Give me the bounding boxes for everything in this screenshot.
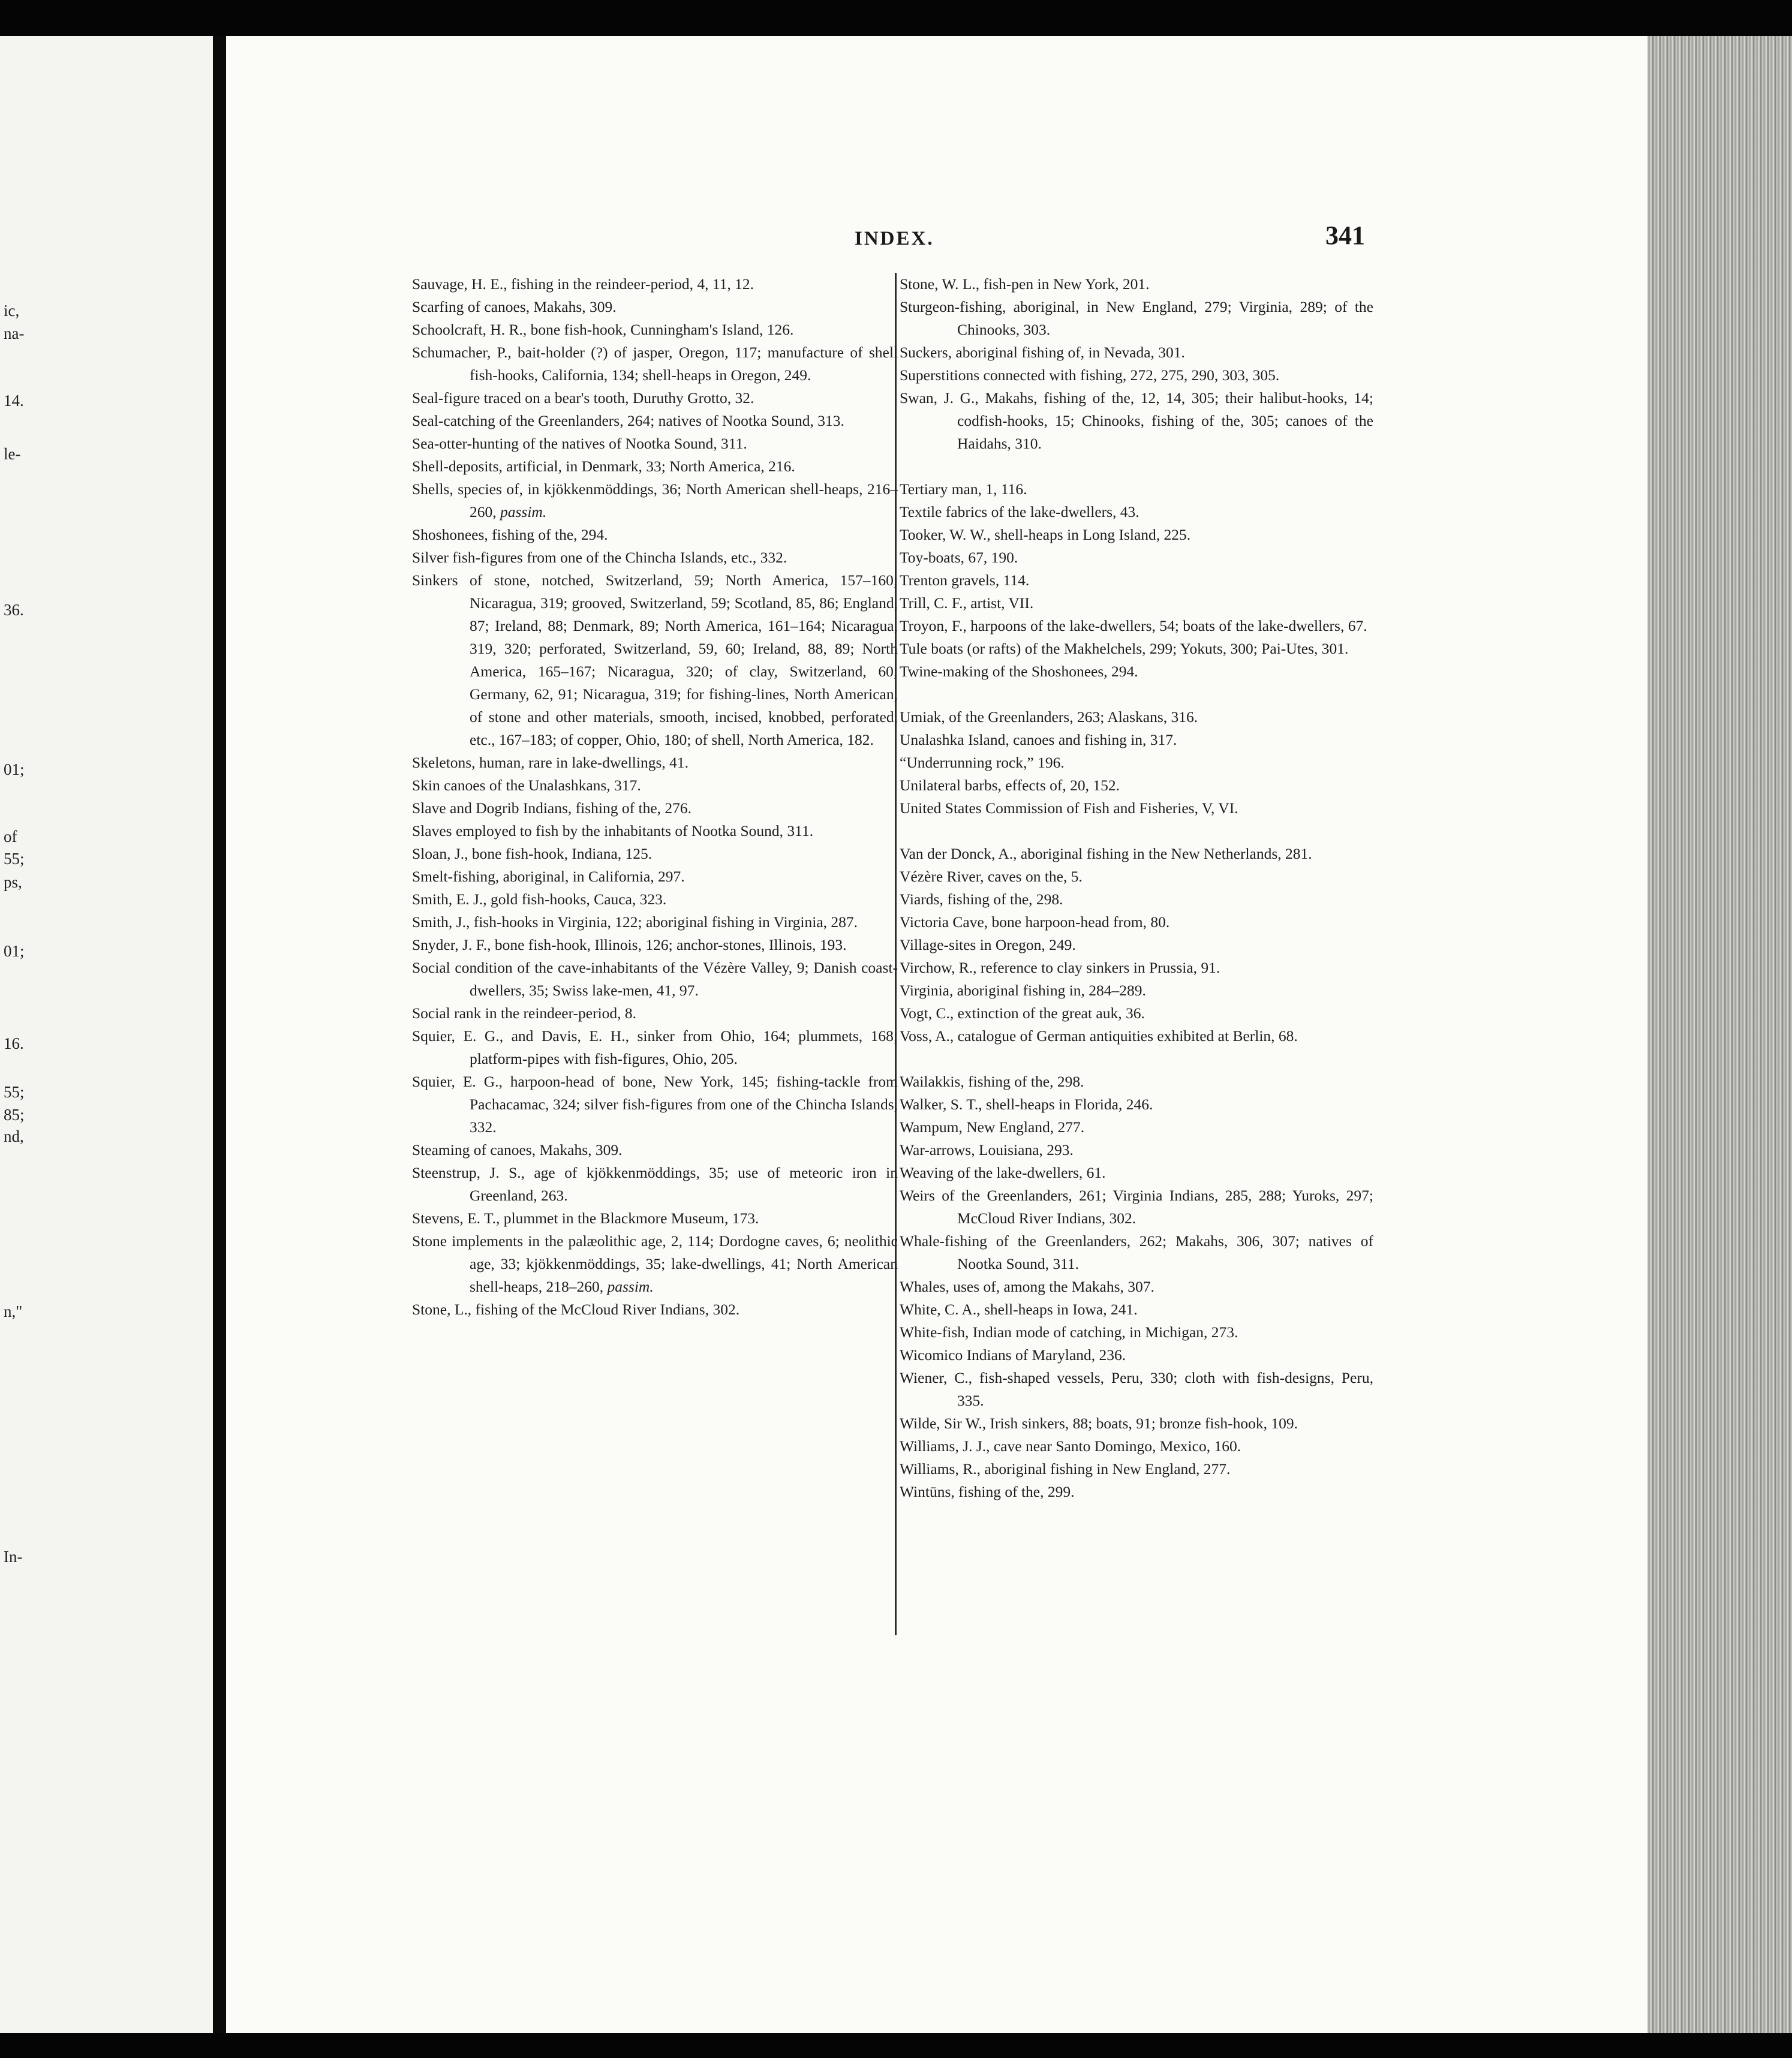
index-entry-text: Wintūns, fishing of the, 299. bbox=[900, 1483, 1075, 1500]
index-entry-text: Squier, E. G., harpoon-head of bone, New York, 145; fishing-tackle from Pachacamac, 324; silver fish-figures from one of the Chincha Islands, 332. bbox=[412, 1073, 898, 1136]
index-entry bbox=[900, 364, 1373, 387]
index-entry bbox=[900, 843, 1373, 865]
index-entry bbox=[412, 1070, 898, 1139]
index-entry-text: Smith, J., fish-hooks in Virginia, 122; aboriginal fishing in Virginia, 287. bbox=[412, 913, 858, 931]
index-entry bbox=[412, 546, 898, 569]
facing-page-fragment: le- bbox=[4, 445, 21, 463]
index-entry bbox=[900, 1275, 1373, 1298]
index-entry bbox=[900, 1230, 1373, 1275]
index-entry-text: Weaving of the lake-dwellers, 61. bbox=[900, 1164, 1106, 1181]
index-entry-text: Unalashka Island, canoes and fishing in, 317. bbox=[900, 731, 1177, 748]
letter-section-gap bbox=[900, 820, 1373, 843]
index-entry-text: Twine-making of the Shoshonees, 294. bbox=[900, 663, 1138, 680]
facing-page-fragment: 85; bbox=[4, 1106, 25, 1124]
index-entry-text: Weirs of the Greenlanders, 261; Virginia Indians, 285, 288; Yuroks, 297; McCloud River Indians, 302. bbox=[900, 1187, 1373, 1227]
index-entry-text: Schumacher, P., bait-holder (?) of jasper, Oregon, 117; manufacture of shell fish-hooks, California, 134; shell-heaps in Oregon, 249. bbox=[412, 344, 898, 384]
facing-page-fragment: In- bbox=[4, 1548, 23, 1566]
index-entry-text: Seal-catching of the Greenlanders, 264; natives of Nootka Sound, 313. bbox=[412, 412, 844, 429]
index-entry bbox=[900, 1184, 1373, 1230]
index-entry bbox=[900, 911, 1373, 934]
facing-page-fragment: 36. bbox=[4, 601, 24, 619]
index-entry bbox=[412, 934, 898, 956]
index-entry bbox=[900, 1093, 1373, 1116]
facing-page-fragment: ps, bbox=[4, 873, 22, 891]
index-entry-italic: passim. bbox=[500, 503, 547, 520]
index-entry bbox=[900, 546, 1373, 569]
index-entry bbox=[900, 1139, 1373, 1162]
index-entry bbox=[900, 1002, 1373, 1025]
index-entry-text: Vogt, C., extinction of the great auk, 36. bbox=[900, 1004, 1145, 1022]
index-entry bbox=[412, 751, 898, 774]
facing-page-fragment: 14. bbox=[4, 392, 24, 410]
index-entry-text: Toy-boats, 67, 190. bbox=[900, 549, 1018, 566]
index-entry bbox=[412, 1025, 898, 1070]
index-entry-text: Social rank in the reindeer-period, 8. bbox=[412, 1004, 637, 1022]
index-entry-text: Tertiary man, 1, 116. bbox=[900, 480, 1027, 498]
index-entry-text: Williams, J. J., cave near Santo Domingo, Mexico, 160. bbox=[900, 1437, 1241, 1455]
index-entry-text: Wicomico Indians of Maryland, 236. bbox=[900, 1346, 1126, 1364]
index-entry bbox=[900, 1025, 1373, 1048]
index-entry-text: Virchow, R., reference to clay sinkers in Prussia, 91. bbox=[900, 959, 1220, 976]
index-entry-text: Tule boats (or rafts) of the Makhelchels, 299; Yokuts, 300; Pai-Utes, 301. bbox=[900, 640, 1349, 657]
index-entry bbox=[412, 410, 898, 432]
index-entry bbox=[900, 774, 1373, 797]
index-entry-text: Victoria Cave, bone harpoon-head from, 80. bbox=[900, 913, 1170, 931]
index-entry bbox=[900, 1367, 1373, 1412]
facing-page-fragment: 55; bbox=[4, 1083, 25, 1101]
index-entry bbox=[900, 1162, 1373, 1184]
index-entry-text: Unilateral barbs, effects of, 20, 152. bbox=[900, 777, 1120, 794]
index-entry bbox=[412, 455, 898, 478]
index-entry-text: Snyder, J. F., bone fish-hook, Illinois, 126; anchor-stones, Illinois, 193. bbox=[412, 936, 847, 953]
index-entry bbox=[412, 1207, 898, 1230]
index-entry bbox=[412, 865, 898, 888]
index-entry-text: Viards, fishing of the, 298. bbox=[900, 890, 1063, 908]
index-entry bbox=[900, 478, 1373, 501]
index-entry-text: Village-sites in Oregon, 249. bbox=[900, 936, 1076, 953]
index-entry-text: Sinkers of stone, notched, Switzerland, 59; North America, 157–160; Nicaragua, 319; grooved, Switzerland, 59; Scotland, 85, 86; England, 87; Ireland, 88; Denmark, 89; North America, 161–164; Nicaragua, 319, 320; perforated, Switzerland, 59, 60; Ireland, 88, 89; North America, 165–167; Nicaragua, 320; of clay, Switzerland, 60; Germany, 62, 91; Nicaragua, 319; for fishing-lines, North American, of stone and other materials, smooth, incised, knobbed, perforated, etc., 167–183; of copper, Ohio, 180; of shell, North America, 182. bbox=[412, 571, 898, 748]
index-entry bbox=[900, 1412, 1373, 1435]
index-entry-text: Wilde, Sir W., Irish sinkers, 88; boats, 91; bronze fish-hook, 109. bbox=[900, 1415, 1298, 1432]
index-entry-text: Suckers, aboriginal fishing of, in Nevada, 301. bbox=[900, 344, 1185, 361]
index-entry bbox=[412, 956, 898, 1002]
index-entry-text: Vézère River, caves on the, 5. bbox=[900, 868, 1083, 885]
index-column-right bbox=[900, 273, 1373, 1503]
index-entry bbox=[412, 797, 898, 820]
index-entry-text: Shoshonees, fishing of the, 294. bbox=[412, 526, 608, 543]
index-entry bbox=[900, 592, 1373, 615]
running-head: INDEX. bbox=[855, 228, 934, 249]
index-entry bbox=[412, 774, 898, 797]
index-entry bbox=[412, 1230, 898, 1298]
index-entry bbox=[900, 797, 1373, 820]
index-entry bbox=[900, 1458, 1373, 1481]
page-edges-stack bbox=[1647, 36, 1792, 2033]
index-entry-text: War-arrows, Louisiana, 293. bbox=[900, 1141, 1074, 1159]
index-entry-text: Sturgeon-fishing, aboriginal, in New England, 279; Virginia, 289; of the Chinooks, 303. bbox=[900, 298, 1373, 338]
page-number: 341 bbox=[1325, 221, 1365, 250]
index-entry-text: Skeletons, human, rare in lake-dwellings, 41. bbox=[412, 754, 689, 771]
index-entry bbox=[900, 956, 1373, 979]
index-entry-text: Whales, uses of, among the Makahs, 307. bbox=[900, 1278, 1154, 1295]
facing-page-fragment: n," bbox=[4, 1302, 23, 1320]
index-entry bbox=[900, 273, 1373, 296]
facing-page-fragment: 16. bbox=[4, 1034, 24, 1052]
index-entry bbox=[900, 1116, 1373, 1139]
index-entry bbox=[900, 1070, 1373, 1093]
index-entry bbox=[900, 296, 1373, 341]
index-entry bbox=[900, 729, 1373, 751]
letter-section-gap bbox=[900, 455, 1373, 478]
index-entry-text: Walker, S. T., shell-heaps in Florida, 246. bbox=[900, 1096, 1153, 1113]
index-entry bbox=[900, 1344, 1373, 1367]
index-entry-text: Wampum, New England, 277. bbox=[900, 1118, 1085, 1136]
index-entry-text: Schoolcraft, H. R., bone fish-hook, Cunningham's Island, 126. bbox=[412, 321, 794, 338]
index-entry-text: Sauvage, H. E., fishing in the reindeer-period, 4, 11, 12. bbox=[412, 275, 754, 293]
index-entry-text: Textile fabrics of the lake-dwellers, 43. bbox=[900, 503, 1139, 520]
index-entry-text: “Underrunning rock,” 196. bbox=[900, 754, 1065, 771]
index-entry-text: United States Commission of Fish and Fisheries, V, VI. bbox=[900, 799, 1238, 817]
index-entry bbox=[412, 523, 898, 546]
index-entry bbox=[412, 296, 898, 318]
index-entry-text: White-fish, Indian mode of catching, in Michigan, 273. bbox=[900, 1323, 1238, 1341]
index-entry-text: Williams, R., aboriginal fishing in New England, 277. bbox=[900, 1460, 1231, 1478]
index-entry bbox=[900, 660, 1373, 683]
index-entry bbox=[900, 706, 1373, 729]
index-entry bbox=[900, 1481, 1373, 1503]
index-entry bbox=[900, 569, 1373, 592]
index-entry-text: Stone, W. L., fish-pen in New York, 201. bbox=[900, 275, 1150, 293]
index-entry-text: Shells, species of, in kjökkenmöddings, 36; North American shell-heaps, 216–260, bbox=[412, 480, 898, 520]
index-entry-text: Stone implements in the palæolithic age, 2, 114; Dordogne caves, 6; neolithic age, 33; kjökkenmöddings, 35; lake-dwellings, 41; North American shell-heaps, 218–260, bbox=[412, 1232, 898, 1295]
index-entry-text: Slaves employed to fish by the inhabitants of Nootka Sound, 311. bbox=[412, 822, 814, 840]
facing-page-fragment: 01; bbox=[4, 760, 25, 778]
index-entry-text: Scarfing of canoes, Makahs, 309. bbox=[412, 298, 617, 315]
index-entry-text: Shell-deposits, artificial, in Denmark, 33; North America, 216. bbox=[412, 458, 795, 475]
facing-page-fragment: 55; bbox=[4, 850, 25, 868]
index-entry-text: Troyon, F., harpoons of the lake-dwellers, 54; boats of the lake-dwellers, 67. bbox=[900, 617, 1367, 634]
index-entry-text: Wiener, C., fish-shaped vessels, Peru, 330; cloth with fish-designs, Peru, 335. bbox=[900, 1369, 1373, 1409]
index-entry bbox=[412, 1002, 898, 1025]
index-entry bbox=[900, 865, 1373, 888]
index-entry-text: Trill, C. F., artist, VII. bbox=[900, 594, 1034, 612]
index-entry-text: Whale-fishing of the Greenlanders, 262; Makahs, 306, 307; natives of Nootka Sound, 311. bbox=[900, 1232, 1373, 1272]
book-gutter bbox=[213, 36, 226, 2033]
index-entry bbox=[900, 979, 1373, 1002]
index-entry bbox=[412, 1298, 898, 1321]
index-entry-text: White, C. A., shell-heaps in Iowa, 241. bbox=[900, 1301, 1138, 1318]
index-entry bbox=[900, 1435, 1373, 1458]
index-entry-text: Superstitions connected with fishing, 272, 275, 290, 303, 305. bbox=[900, 366, 1280, 384]
index-entry bbox=[900, 637, 1373, 660]
index-entry-text: Tooker, W. W., shell-heaps in Long Island, 225. bbox=[900, 526, 1191, 543]
index-entry bbox=[412, 820, 898, 843]
index-entry-text: Smelt-fishing, aboriginal, in California, 297. bbox=[412, 868, 685, 885]
index-entry bbox=[412, 888, 898, 911]
index-entry-text: Trenton gravels, 114. bbox=[900, 571, 1030, 589]
index-entry-text: Umiak, of the Greenlanders, 263; Alaskans, 316. bbox=[900, 708, 1198, 726]
index-entry-text: Seal-figure traced on a bear's tooth, Duruthy Grotto, 32. bbox=[412, 389, 754, 407]
index-entry-text: Stevens, E. T., plummet in the Blackmore Museum, 173. bbox=[412, 1209, 759, 1227]
index-entry bbox=[412, 569, 898, 751]
letter-section-gap bbox=[900, 683, 1373, 706]
index-entry bbox=[412, 273, 898, 296]
index-entry-text: Swan, J. G., Makahs, fishing of the, 12, 14, 305; their halibut-hooks, 14; codfish-hooks, 15; Chinooks, fishing of the, 305; canoes of the Haidahs, 310. bbox=[900, 389, 1373, 452]
index-entry-italic: passim. bbox=[607, 1278, 654, 1295]
index-entry bbox=[412, 1139, 898, 1162]
index-entry bbox=[900, 523, 1373, 546]
index-entry-text: Sloan, J., bone fish-hook, Indiana, 125. bbox=[412, 845, 653, 862]
index-entry-text: Steenstrup, J. S., age of kjökkenmöddings, 35; use of meteoric iron in Greenland, 263. bbox=[412, 1164, 898, 1204]
index-entry bbox=[900, 615, 1373, 637]
index-entry bbox=[412, 911, 898, 934]
index-entry bbox=[412, 1162, 898, 1207]
index-entry bbox=[900, 1298, 1373, 1321]
index-entry-text: Virginia, aboriginal fishing in, 284–289. bbox=[900, 982, 1146, 999]
index-column-left bbox=[412, 273, 898, 1321]
index-entry-text: Social condition of the cave-inhabitants of the Vézère Valley, 9; Danish coast-dwellers, 35; Swiss lake-men, 41, 97. bbox=[412, 959, 898, 999]
index-entry-text: Steaming of canoes, Makahs, 309. bbox=[412, 1141, 623, 1159]
index-entry bbox=[412, 478, 898, 523]
facing-page-fragment: ic, bbox=[4, 302, 20, 320]
index-entry-text: Van der Donck, A., aboriginal fishing in the New Netherlands, 281. bbox=[900, 845, 1312, 862]
index-entry-text: Slave and Dogrib Indians, fishing of the, 276. bbox=[412, 799, 692, 817]
index-entry bbox=[412, 432, 898, 455]
index-entry bbox=[900, 501, 1373, 523]
index-entry-text: Sea-otter-hunting of the natives of Nootka Sound, 311. bbox=[412, 435, 747, 452]
index-entry-text: Wailakkis, fishing of the, 298. bbox=[900, 1073, 1084, 1090]
letter-section-gap bbox=[900, 1048, 1373, 1070]
index-entry bbox=[412, 387, 898, 410]
index-entry bbox=[900, 888, 1373, 911]
index-entry bbox=[900, 1321, 1373, 1344]
index-entry bbox=[412, 318, 898, 341]
index-entry-text: Stone, L., fishing of the McCloud River Indians, 302. bbox=[412, 1301, 740, 1318]
index-entry-text: Smith, E. J., gold fish-hooks, Cauca, 323. bbox=[412, 890, 667, 908]
index-entry bbox=[900, 341, 1373, 364]
index-entry bbox=[900, 934, 1373, 956]
index-entry-text: Skin canoes of the Unalashkans, 317. bbox=[412, 777, 641, 794]
index-entry-text: Voss, A., catalogue of German antiquities exhibited at Berlin, 68. bbox=[900, 1027, 1298, 1045]
facing-page-fragment: nd, bbox=[4, 1127, 24, 1145]
index-entry-text: Squier, E. G., and Davis, E. H., sinker from Ohio, 164; plummets, 168; platform-pipes with fish-figures, Ohio, 205. bbox=[412, 1027, 898, 1067]
index-entry bbox=[900, 387, 1373, 455]
index-entry bbox=[412, 843, 898, 865]
facing-page-fragment: na- bbox=[4, 324, 25, 342]
index-entry-text: Silver fish-figures from one of the Chincha Islands, etc., 332. bbox=[412, 549, 787, 566]
facing-page-edge bbox=[0, 36, 213, 2033]
facing-page-fragment: 01; bbox=[4, 942, 25, 960]
facing-page-fragment: of bbox=[4, 828, 17, 846]
index-entry bbox=[412, 341, 898, 387]
index-entry bbox=[900, 751, 1373, 774]
